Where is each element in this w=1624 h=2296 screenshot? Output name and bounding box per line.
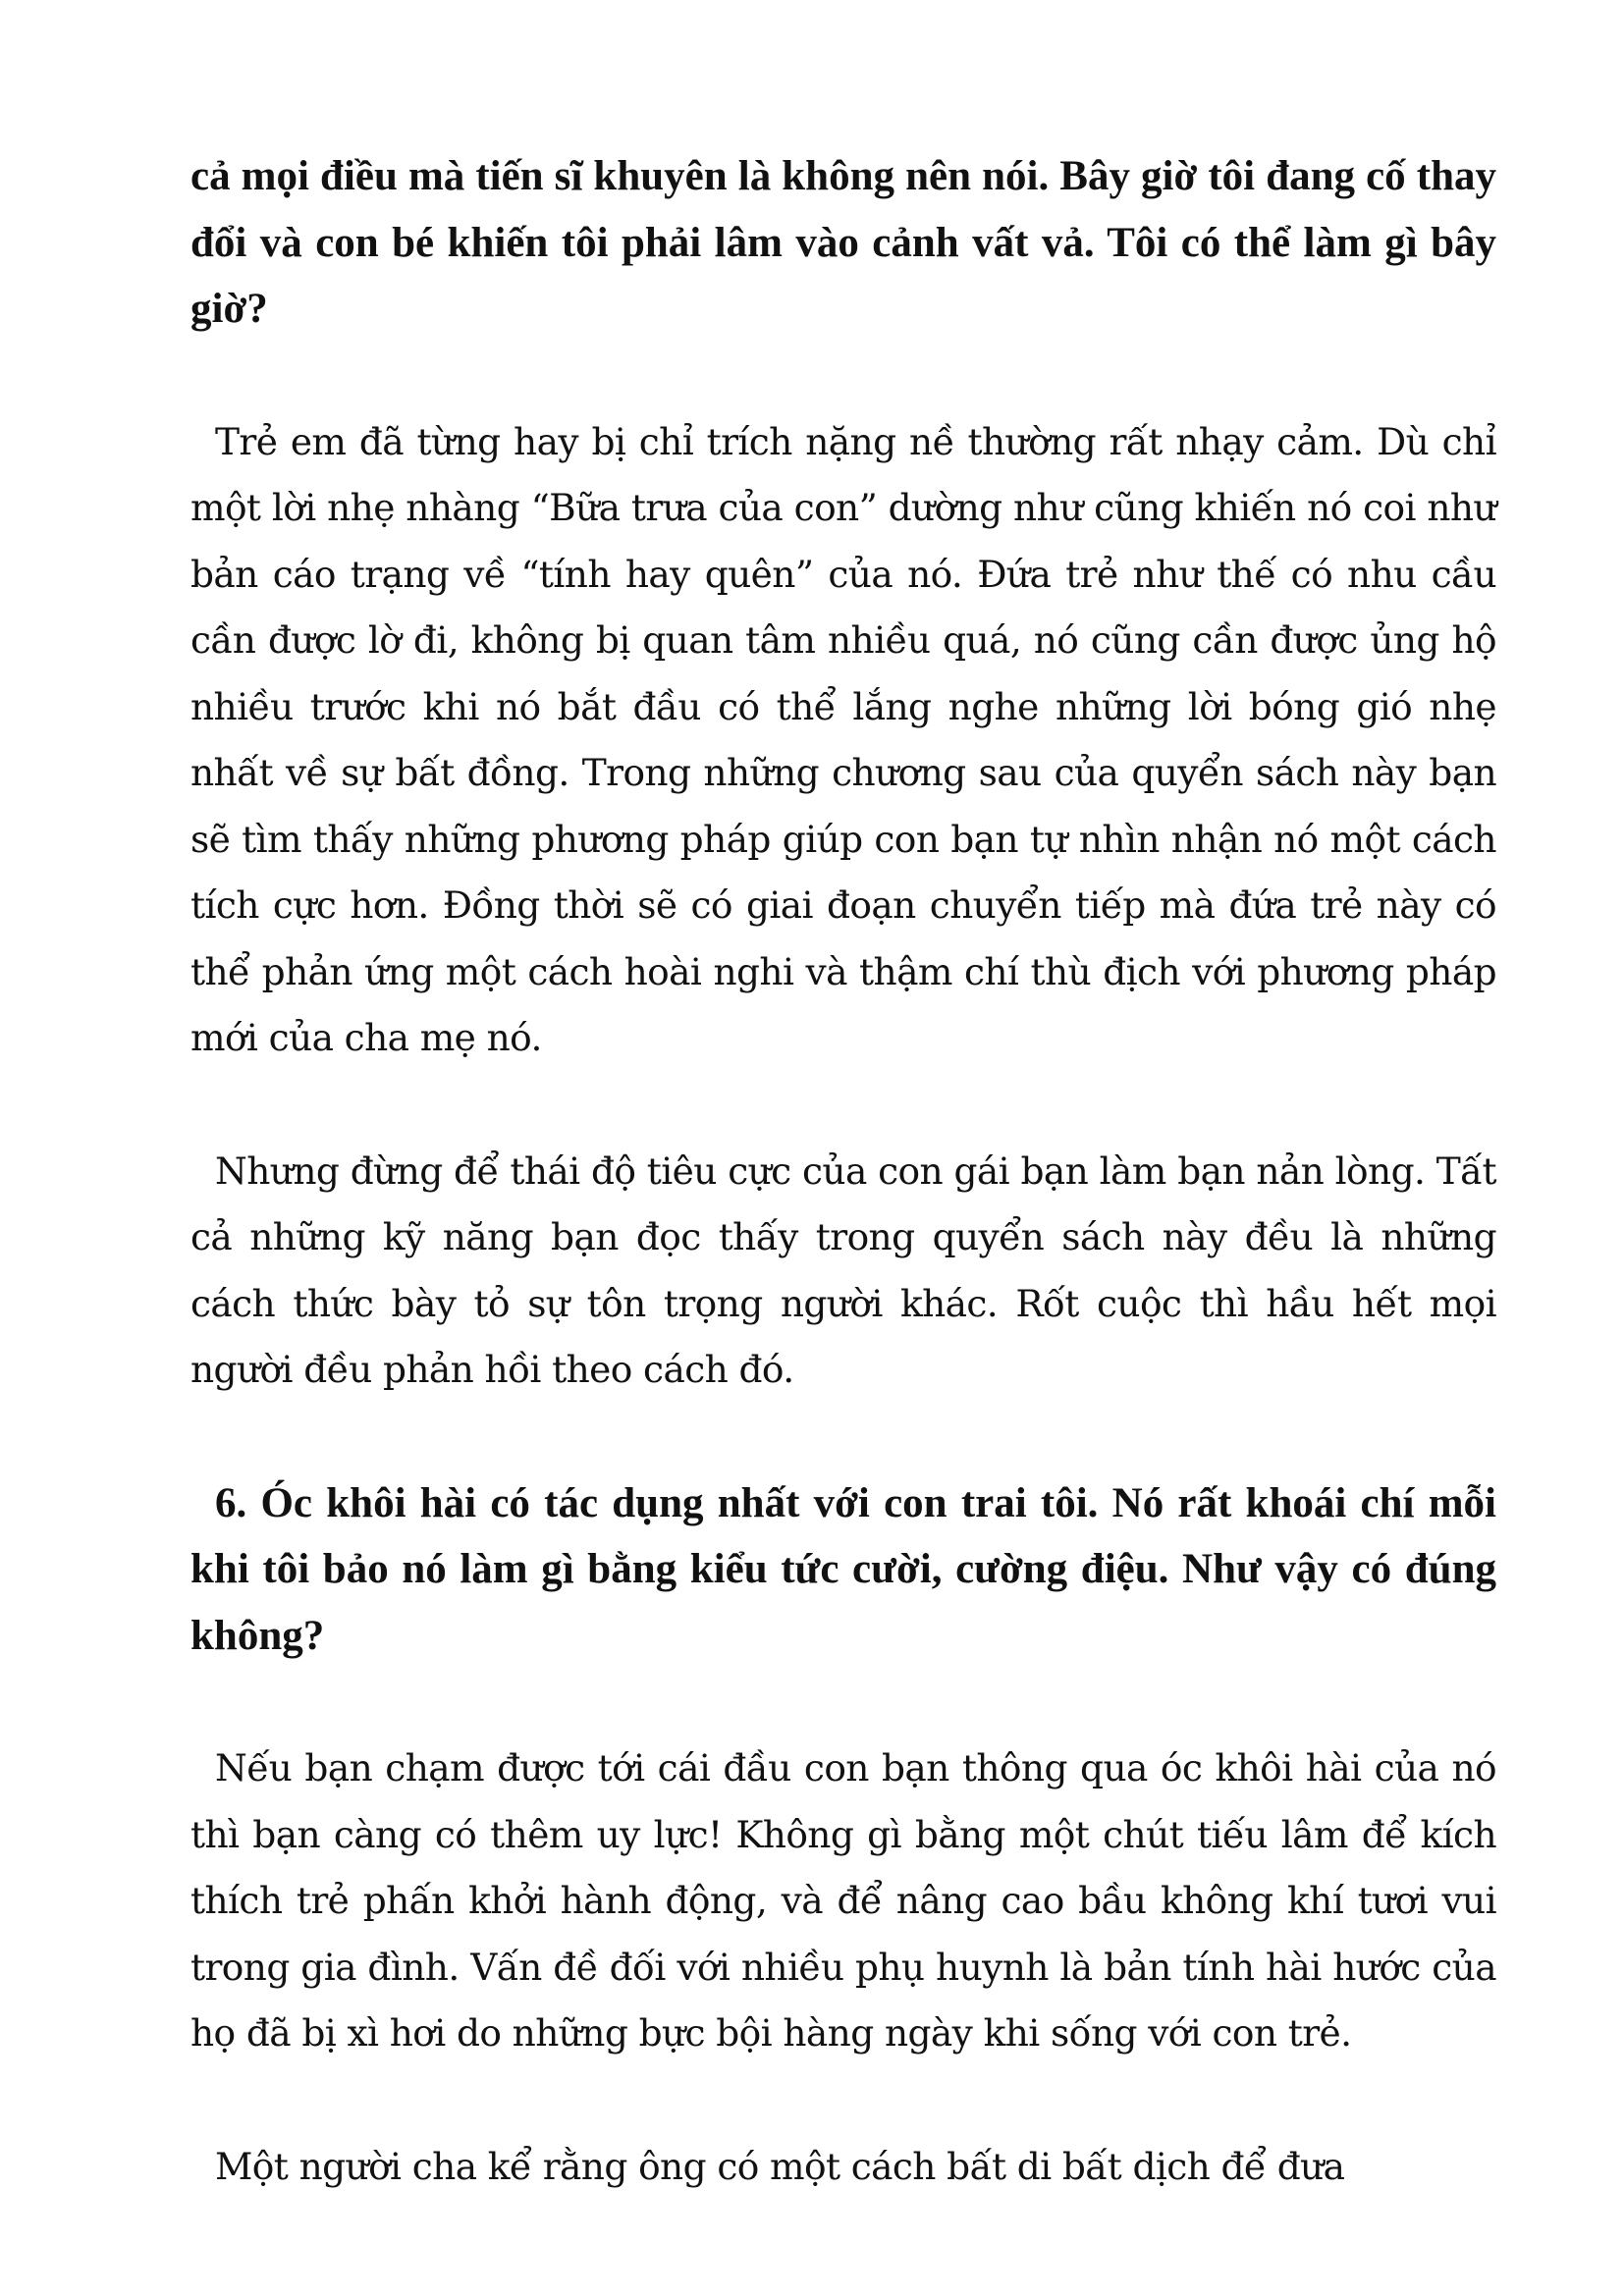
body-paragraph: Nhưng đừng để thái độ tiêu cực của con gái bạn làm bạn nản lòng. Tất cả những kỹ năng bạn đọc thấy trong quyển sách này đều là những cách thức bày tỏ sự tôn trọng người khác. Rốt cuộc thì hầu hết mọi người đều phản hồi theo cách đó. xyxy=(190,1148,1496,1391)
question-paragraph: 6. Óc khôi hài có tác dụng nhất với con trai tôi. Nó rất khoái chí mỗi khi tôi bảo nó làm gì bằng kiểu tức cười, cường điệu. Như vậy có đúng không? xyxy=(190,1479,1496,1659)
body-paragraph: Trẻ em đã từng hay bị chỉ trích nặng nề thường rất nhạy cảm. Dù chỉ một lời nhẹ nhàng “Bữa trưa của con” dường như cũng khiến nó coi như bản cáo trạng về “tính hay quên” của nó. Đứa trẻ như thế có nhu cầu cần được lờ đi, không bị quan tâm nhiều quá, nó cũng cần được ủng hộ nhiều trước khi nó bắt đầu có thể lắng nghe những lời bóng gió nhẹ nhất về sự bất đồng. Trong những chương sau của quyển sách này bạn sẽ tìm thấy những phương pháp giúp con bạn tự nhìn nhận nó một cách tích cực hơn. Đồng thời sẽ có giai đoạn chuyển tiếp mà đứa trẻ này có thể phản ứng một cách hoài nghi và thậm chí thù địch với phương pháp mới của cha mẹ nó. xyxy=(190,419,1496,1059)
document-page xyxy=(190,143,1496,2267)
body-paragraph: Một người cha kể rằng ông có một cách bất di bất dịch để đưa xyxy=(215,2144,1345,2188)
body-paragraph: Nếu bạn chạm được tới cái đầu con bạn thông qua óc khôi hài của nó thì bạn càng có thêm uy lực! Không gì bằng một chút tiếu lâm để kích thích trẻ phấn khởi hành động, và để nâng cao bầu không khí tươi vui trong gia đình. Vấn đề đối với nhiều phụ huynh là bản tính hài hước của họ đã bị xì hơi do những bực bội hàng ngày khi sống với con trẻ. xyxy=(190,1746,1496,2055)
question-paragraph: cả mọi điều mà tiến sĩ khuyên là không nên nói. Bây giờ tôi đang cố thay đổi và con bé khiến tôi phải lâm vào cảnh vất vả. Tôi có thể làm gì bây giờ? xyxy=(190,153,1496,332)
